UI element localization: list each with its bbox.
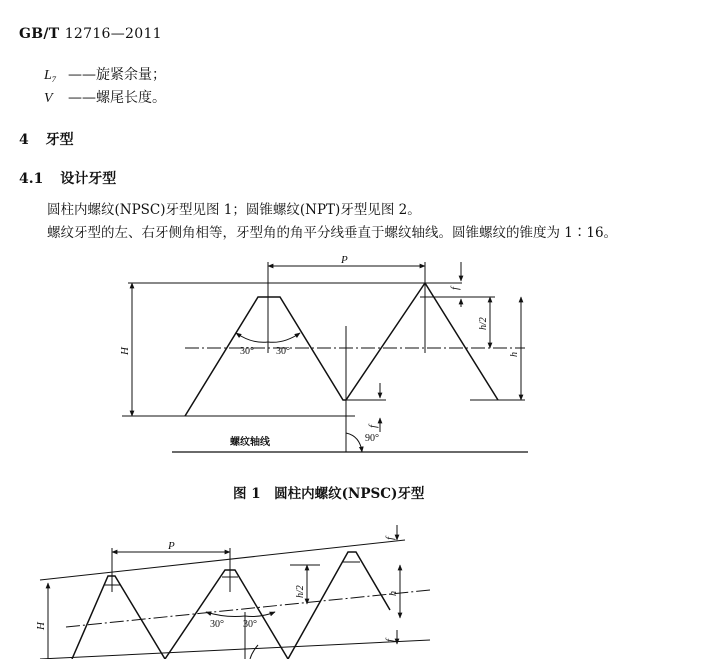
definition-text: ——螺尾长度。	[68, 90, 166, 106]
section-number: 4	[19, 132, 29, 148]
figure1-diagram	[122, 262, 528, 452]
fig1-right-angle-arc	[346, 433, 362, 452]
fig2-f-label-top: f	[384, 536, 396, 540]
subsection-number: 4.1	[19, 171, 44, 187]
fig1-f-label-top: f	[449, 286, 461, 290]
fig1-angle-arc-right	[268, 333, 300, 342]
fig2-angle-arc-left	[206, 612, 245, 617]
fig1-angle-arc-left	[236, 333, 268, 342]
fig2-f-label-bottom: f	[384, 638, 396, 642]
fig1-H-label: H	[119, 347, 131, 355]
fig1-angle-left-label: 30°	[240, 346, 254, 357]
fig1-angle-90-label: 90°	[365, 433, 379, 444]
fig2-pitch-label: P	[168, 540, 175, 552]
fig1-angle-right-label: 30°	[276, 346, 290, 357]
subsection-title: 设计牙型	[60, 171, 117, 187]
fig2-root-line	[40, 640, 430, 659]
fig2-half-h-label: h/2	[295, 585, 306, 598]
fig1-pitch-label: P	[341, 254, 348, 266]
definition-symbol: V	[44, 91, 53, 106]
standard-number: 12716—2011	[64, 26, 162, 42]
standard-prefix: GB/T	[19, 26, 60, 42]
fig2-arrow-bottom	[250, 645, 258, 659]
definition-text: ——旋紧余量；	[68, 67, 166, 83]
fig2-h-label: h	[388, 591, 399, 596]
fig2-angle-left-label: 30°	[210, 619, 224, 630]
definition-symbol: L₇	[44, 68, 57, 83]
fig1-half-h-label: h/2	[478, 317, 489, 330]
section-title: 牙型	[45, 132, 74, 148]
fig1-profile	[185, 283, 498, 416]
figure2-diagram	[40, 525, 430, 659]
fig2-angle-right-label: 30°	[243, 619, 257, 630]
fig1-f-label-bottom: f	[367, 424, 379, 428]
fig1-axis-label: 螺纹轴线	[230, 437, 270, 448]
fig1-h-label: h	[509, 352, 520, 357]
fig2-H-label: H	[35, 622, 47, 630]
paragraph: 圆柱内螺纹(NPSC)牙型见图 1；圆锥螺纹(NPT)牙型见图 2。	[47, 202, 421, 218]
paragraph: 螺纹牙型的左、右牙侧角相等，牙型角的角平分线垂直于螺纹轴线。圆锥螺纹的锥度为 1∶16。	[47, 225, 618, 241]
figure1-caption: 图 1 圆柱内螺纹(NPSC)牙型	[233, 486, 425, 502]
fig2-profile	[72, 552, 390, 659]
